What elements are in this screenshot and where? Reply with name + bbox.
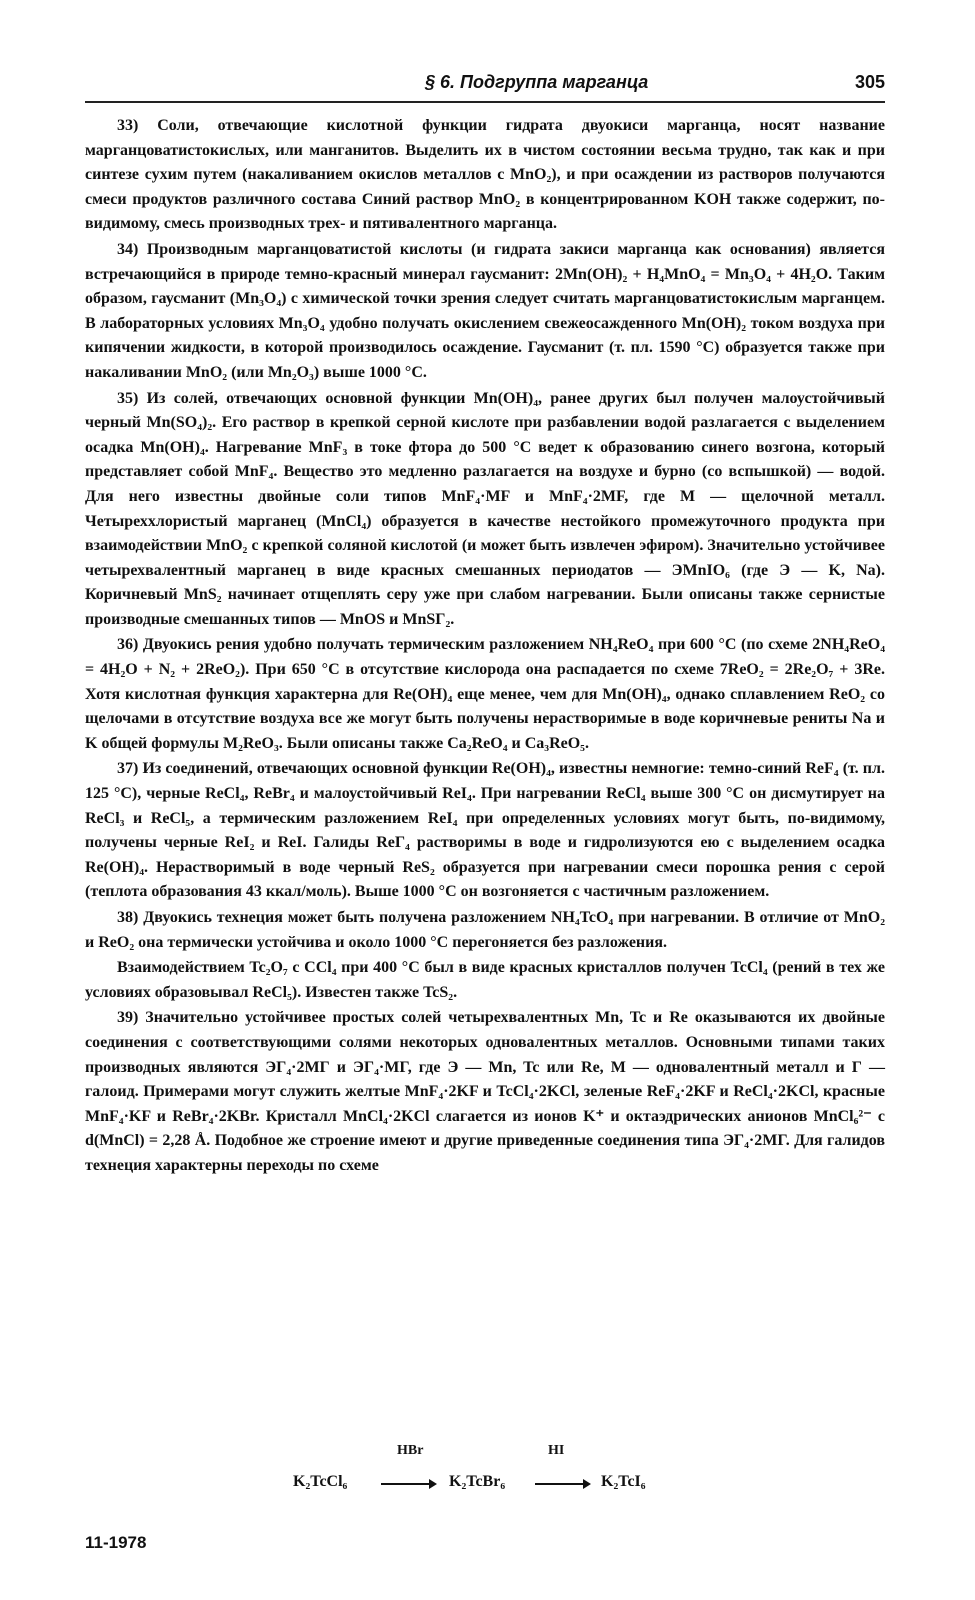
header-rule (85, 101, 885, 103)
paragraph-33: 33) Соли, отвечающие кислотной функции гидрата двуокиси марганца, носят название марганцоватистокислых, или манганитов. Выделить их в чистом состоянии весьма трудно, так как и при синтезе сухим путем (накаливанием окислов металлов с MnO₂), и при осаждении из растворов получаются смеси продуктов различного состава Синий раствор MnO₂ в концентрированном KOH также содержит, по-видимому, смесь производных трех- и пятивалентного марганца. (85, 117, 885, 233)
paragraph-38: 38) Двуокись технеция может быть получена разложением NH₄TcO₄ при нагревании. В отличие от MnO₂ и ReO₂ она термически устойчива и около 1000 °C перегоняется без разложения. (85, 909, 885, 951)
reagent-hbr: HBr (397, 1443, 424, 1458)
paragraph-38b: Взаимодействием Tc₂O₇ с CCl₄ при 400 °C был в виде красных кристаллов получен TcCl₄ (рений в тех же условиях образовывал ReCl₅). Известен также TcS₂. (85, 959, 885, 1001)
page-number: 305 (854, 72, 885, 92)
reaction-arrow (535, 1483, 589, 1485)
signature-mark: 11-1978 (85, 1533, 147, 1552)
paragraph-39: 39) Значительно устойчивее простых солей четырехвалентных Mn, Tc и Re оказываются их двойные соединения с соответствующими солями некоторых одновалентных металлов. Основными типами таких производных являются ЭГ₄·2МГ и ЭГ₄·МГ, где Э — Mn, Tc или Re, M — одновалентный металл и Г — галоид. Примерами могут служить желтые MnF₄·2KF и TcCl₄·2KCl, зеленые ReF₄·2KF и ReCl₄·2KCl, красные MnF₄·KF и ReBr₄·2KBr. Кристалл MnCl₄·2KCl слагается из ионов K⁺ и октаэдрических анионов MnCl₆²⁻ с d(MnCl) = 2,28 Å. Подобное же строение имеют и другие приведенные соединения типа ЭГ₄·2МГ. Для галидов технеция характерны переходы по схеме (85, 1009, 885, 1174)
paragraph-37: 37) Из соединений, отвечающих основной функции Re(OH)₄, известны немногие: темно-синий ReF₄ (т. пл. 125 °C), черные ReCl₄, ReBr₄ и малоустойчивый ReI₄. При нагревании ReCl₄ выше 300 °C он дисмутирует на ReCl₃ и ReCl₅, а термическим разложением ReI₄ при определенных условиях могут быть, по-видимому, получены черные ReI₂ и ReI. Галиды ReГ₄ растворимы в воде и гидролизуются ею с выделением осадка Re(OH)₄. Нерастворимый в воде черный ReS₂ образуется при нагревании смеси порошка рения с серой (теплота образования 43 ккал/моль). Выше 1000 °C он возгоняется с частичным разложением. (85, 760, 885, 901)
compound-k2tcbr6: K₂TcBr₆ (449, 1473, 506, 1490)
running-title: § 6. Подгруппа марганца (425, 72, 649, 92)
paragraph-35: 35) Из солей, отвечающих основной функции Mn(OH)₄, ранее других был получен малоустойчивый черный Mn(SO₄)₂. Его раствор в крепкой серной кислоте при разбавлении водой разлагается с выделением осадка Mn(OH)₄. Нагревание MnF₃ в токе фтора до 500 °C ведет к образованию синего возгона, который представляет собой MnF₄. Вещество это медленно разлагается на воздухе и бурно (со вспышкой) — водой. Для него известны двойные соли типов MnF₄·MF и MnF₄·2MF, где M — щелочной металл. Четыреххлористый марганец (MnCl₄) образуется в качестве нестойкого промежуточного продукта при взаимодействии MnO₂ с крепкой соляной кислотой (и может быть извлечен эфиром). Значительно устойчивее четырехвалентный марганец в виде красных смешанных периодатов — ЭMnIO₆ (где Э — K, Na). Коричневый MnS₂ начинает отщеплять серу уже при слабом нагревании. Были описаны также сернистые производные смешанных типов — MnOS и MnSГ₂. (85, 389, 885, 628)
body-text (85, 114, 885, 1180)
reaction-scheme (293, 1443, 753, 1503)
compound-k2tccl6: K₂TcCl₆ (293, 1473, 348, 1490)
running-header (85, 70, 885, 98)
reagent-hi: HI (548, 1443, 565, 1458)
compound-k2tci6: K₂TcI₆ (601, 1473, 646, 1490)
paragraph-34: 34) Производным марганцоватистой кислоты (и гидрата закиси марганца как основания) является встречающийся в природе темно-красный минерал гаусманит: 2Mn(OH)₂ + H₄MnO₄ = Mn₃O₄ + 4H₂O. Таким образом, гаусманит (Mn₃O₄) с химической точки зрения следует считать марганцоватистокислым марганцем. В лабораторных условиях Mn₃O₄ удобно получать окислением свежеосажденного Mn(OH)₂ током воздуха при кипячении жидкости, в которой производилось осаждение. Гаусманит (т. пл. 1590 °C) образуется также при накаливании MnO₂ (или Mn₂O₃) выше 1000 °C. (85, 240, 885, 381)
reaction-arrow (381, 1483, 435, 1485)
paragraph-36: 36) Двуокись рения удобно получать термическим разложением NH₄ReO₄ при 600 °C (по схеме 2NH₄ReO₄ = 4H₂O + N₂ + 2ReO₂). При 650 °C в отсутствие кислорода она распадается по схеме 7ReO₂ = 2Re₂O₇ + 3Re. Хотя кислотная функция характерна для Re(OH)₄ еще менее, чем для Mn(OH)₄, однако сплавлением ReO₂ со щелочами в отсутствие воздуха все же могут быть получены нерастворимые в воде коричневые рениты Na и K общей формулы M₂ReO₃. Были описаны также Ca₂ReO₄ и Ca₃ReO₅. (85, 636, 885, 752)
